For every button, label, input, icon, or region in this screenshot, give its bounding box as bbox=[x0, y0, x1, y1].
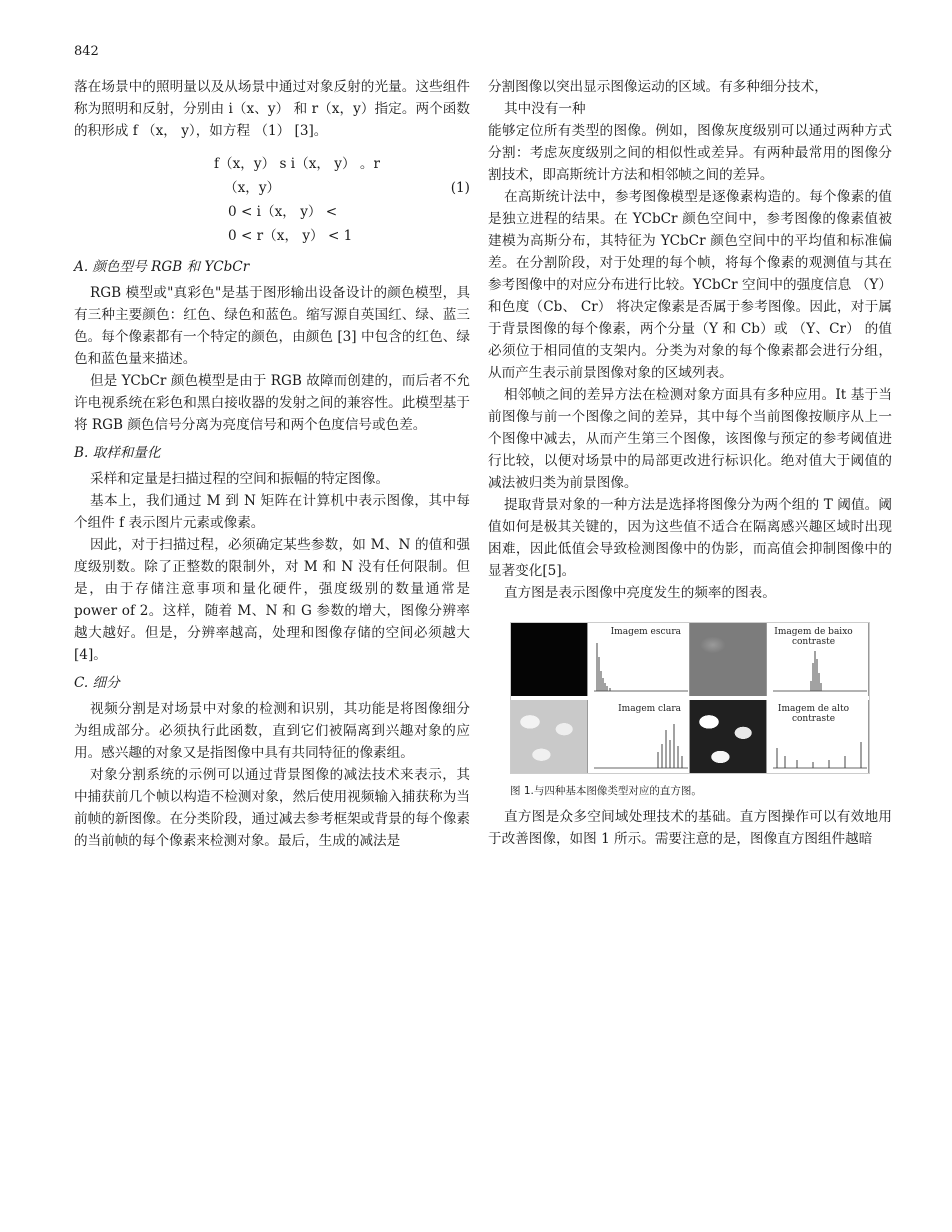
histogram-high-contrast bbox=[766, 700, 869, 773]
section-heading: B. 取样和量化 bbox=[74, 445, 161, 461]
figure-caption: 图 1.与四种基本图像类型对应的直方图。 bbox=[510, 785, 702, 797]
equation-line: 0 < i（x， y） < bbox=[228, 204, 338, 220]
paragraph: 直方图是表示图像中亮度发生的频率的图表。 bbox=[504, 585, 776, 601]
high-contrast-image bbox=[690, 700, 766, 773]
right-column bbox=[488, 76, 892, 850]
paragraph: 对象分割系统的示例可以通过背景图像的减法技术来表示，其中捕获前几个帧以构造不检测对象，然后使用视频输入捕获称为当前帧的新图像。在分类阶段，通过减去参考框架或背景的每个像素的当前帧的每个像素来检测对象。最后，生成的减法是 bbox=[74, 767, 470, 849]
paragraph: 分割图像以突出显示图像运动的区域。有多种细分技术， bbox=[488, 79, 828, 95]
paragraph: 相邻帧之间的差异方法在检测对象方面具有多种应用。It 基于当前图像与前一个图像之间的差异，其中每个当前图像按顺序从上一个图像中减去，从而产生第三个图像，该图像与预定的参考阈值进行比较，以便对场景中的局部更改进行标识化。绝对值大于阈值的减法被归类为前景图像。 bbox=[488, 387, 892, 491]
histogram-label: Imagem de baixo contraste bbox=[774, 627, 853, 647]
histogram-low-contrast bbox=[766, 623, 869, 696]
paragraph: RGB 模型或"真彩色"是基于图形输出设备设计的颜色模型，具有三种主要颜色：红色、绿色和蓝色。缩写源自英国红、绿、蓝三色。每个像素都有一个特定的颜色，由颜色 [3] 中包含的红色、绿色和蓝色量来描述。 bbox=[74, 285, 470, 367]
low-contrast-image bbox=[690, 623, 766, 696]
figure-1 bbox=[510, 622, 868, 802]
left-column bbox=[74, 76, 470, 852]
equation-1 bbox=[74, 152, 470, 248]
paragraph: 其中没有一种 bbox=[504, 101, 586, 117]
paragraph: 基本上，我们通过 M 到 N 矩阵在计算机中表示图像，其中每个组件 f 表示图片元素或像素。 bbox=[74, 493, 470, 531]
paragraph: 采样和定量是扫描过程的空间和振幅的特定图像。 bbox=[90, 471, 390, 487]
histogram-label: Imagem escura bbox=[610, 627, 681, 637]
histogram-label: Imagem clara bbox=[618, 704, 681, 714]
light-image bbox=[511, 700, 587, 773]
paragraph: 视频分割是对场景中对象的检测和识别，其功能是将图像细分为组成部分。必须执行此函数，直到它们被隔离到兴趣对象的应用。感兴趣的对象又是指图像中具有共同特征的像素组。 bbox=[74, 701, 470, 761]
page-number: 842 bbox=[74, 44, 99, 59]
paragraph: 在高斯统计法中，参考图像模型是逐像素构造的。每个像素的值是独立进程的结果。在 YCbCr 颜色空间中，参考图像的像素值被建模为高斯分布，其特征为 YCbCr 颜色空间中的平均值和标准偏差。在分割阶段，对于处理的每个帧，将每个像素的观测值与其在参考图像中的对应分布进行比较。YCbCr 空间中的强度信息 （Y） 和色度（Cb、 Cr） 将决定像素是否属于参考图像。因此，对于属于背景图像的每个像素，两个分量（Y 和 Cb）或 （Y、Cr） 的值必须位于相同值的支架内。分类为对象的每个像素都会进行分组，从而产生表示前景图像对象的区域列表。 bbox=[488, 189, 892, 381]
section-heading: A. 颜色型号 RGB 和 YCbCr bbox=[74, 259, 250, 275]
equation-line: f（x，y） s i（x， y） 。r bbox=[214, 156, 380, 172]
paragraph: 提取背景对象的一种方法是选择将图像分为两个组的 T 阈值。阈值如何是极其关键的，因为这些值不适合在隔离感兴趣区域时出现困难，因此低值会导致检测图像中的伪影，而高值会抑制图像中的显著变化[5]。 bbox=[488, 497, 892, 579]
equation-line: 0 < r（x， y） < 1 bbox=[228, 228, 353, 244]
equation-number: (1) bbox=[450, 180, 470, 196]
histogram-label: Imagem de alto contraste bbox=[777, 704, 850, 724]
dark-image bbox=[511, 623, 587, 696]
paragraph: 但是 YCbCr 颜色模型是由于 RGB 故障而创建的，而后者不允许电视系统在彩色和黑白接收器的发射之间的兼容性。此模型基于将 RGB 颜色信号分离为亮度信号和两个色度信号或色差。 bbox=[74, 373, 470, 433]
paragraph: 因此，对于扫描过程，必须确定某些参数，如 M、N 的值和强度级别数。除了正整数的限制外，对 M 和 N 没有任何限制。但是，由于存储注意事项和量化硬件，强度级别的数量通常是 power of 2。这样，随着 M、N 和 G 参数的增大，图像分辨率越大越好。但是，分辨率越高，处理和图像存储的空间必须越大 [4]。 bbox=[74, 537, 470, 663]
equation-line: （x，y） bbox=[224, 180, 281, 196]
section-heading: C. 细分 bbox=[74, 675, 120, 691]
paragraph: 能够定位所有类型的图像。例如，图像灰度级别可以通过两种方式分割：考虑灰度级别之间的相似性或差异。有两种最常用的图像分割技术，即高斯统计方法和相邻帧之间的差异。 bbox=[488, 123, 892, 183]
histogram-dark bbox=[587, 623, 690, 696]
histogram-light bbox=[587, 700, 690, 773]
histogram-figure-grid bbox=[510, 622, 870, 774]
paragraph: 落在场景中的照明量以及从场景中通过对象反射的光量。这些组件称为照明和反射，分别由 i（x、y） 和 r（x，y）指定。两个函数的积形成 f （x， y），如方程 （1） [3]。 bbox=[74, 79, 470, 139]
paragraph: 直方图是众多空间域处理技术的基础。直方图操作可以有效地用于改善图像，如图 1 所示。需要注意的是，图像直方图组件越暗 bbox=[488, 809, 892, 847]
